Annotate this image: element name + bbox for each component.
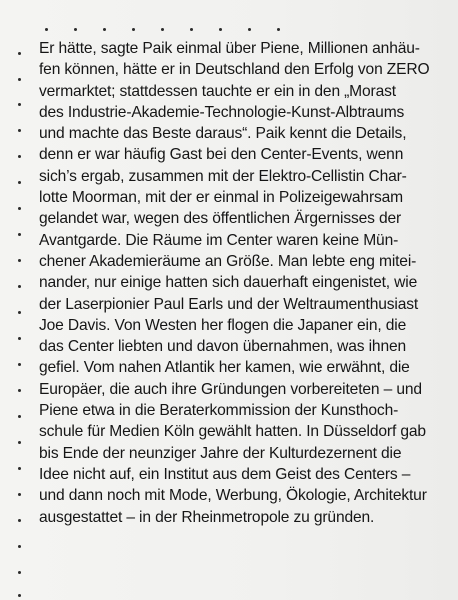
top-dot bbox=[219, 28, 222, 31]
text-line: Avantgarde. Die Räume im Center waren keine Mün- bbox=[39, 231, 399, 249]
text-line: chener Akademieräume an Größe. Man lebte eng mitei- bbox=[39, 252, 417, 270]
text-line: Joe Davis. Von Westen her flogen die Japaner ein, die bbox=[39, 316, 407, 334]
text-line: Piene etwa in die Beraterkommission der Kunsthoch- bbox=[39, 402, 399, 420]
text-line: bis Ende der neunziger Jahre der Kulturdezernent die bbox=[39, 444, 402, 462]
text-line: vermarktet; stattdessen tauchte er ein in den „Morast bbox=[39, 82, 396, 100]
text-line: ausgestattet – in der Rheinmetropole zu gründen. bbox=[39, 508, 375, 526]
margin-dot bbox=[18, 467, 21, 470]
text-line: schule für Medien Köln gewählt hatten. In Düsseldorf gab bbox=[39, 423, 426, 441]
top-dot bbox=[74, 28, 77, 31]
margin-dot bbox=[18, 571, 21, 574]
margin-dot bbox=[18, 233, 21, 236]
margin-dot bbox=[18, 337, 21, 340]
margin-dot bbox=[18, 363, 21, 366]
margin-dot bbox=[18, 129, 21, 132]
margin-dot bbox=[18, 389, 21, 392]
margin-dot bbox=[18, 259, 21, 262]
text-line: fen können, hätte er in Deutschland den Erfolg von ZERO bbox=[39, 61, 430, 79]
text-line: gelandet war, wegen des öffentlichen Ärgernisses der bbox=[39, 210, 402, 228]
body-paragraph bbox=[39, 38, 451, 528]
top-dot bbox=[103, 28, 106, 31]
margin-dot bbox=[18, 545, 21, 548]
top-dot bbox=[190, 28, 193, 31]
margin-dot bbox=[18, 493, 21, 496]
text-line: Er hätte, sagte Paik einmal über Piene, Millionen anhäu- bbox=[39, 40, 420, 57]
margin-dot bbox=[18, 594, 21, 597]
margin-dot bbox=[18, 311, 21, 314]
text-line: lotte Moorman, mit der er einmal in Polizeigewahrsam bbox=[39, 189, 403, 207]
top-dot bbox=[248, 28, 251, 31]
top-dot bbox=[277, 28, 280, 31]
top-dot bbox=[161, 28, 164, 31]
margin-dot bbox=[18, 103, 21, 106]
text-line: und dann noch mit Mode, Werbung, Ökologie, Architektur bbox=[39, 487, 427, 505]
text-line: des Industrie-Akademie-Technologie-Kunst-Albtraums bbox=[39, 103, 405, 121]
margin-dot bbox=[18, 415, 21, 418]
margin-dot bbox=[18, 78, 21, 81]
margin-dot bbox=[18, 519, 21, 522]
text-line: sich’s ergab, zusammen mit der Elektro-Cellistin Char- bbox=[39, 167, 407, 185]
text-line: gefiel. Vom nahen Atlantik her kamen, wie erwähnt, die bbox=[39, 359, 410, 377]
margin-dot bbox=[18, 52, 21, 55]
text-line: das Center liebten und davon übernahmen, was ihnen bbox=[39, 338, 407, 356]
top-dot bbox=[45, 28, 48, 31]
margin-dot bbox=[18, 441, 21, 444]
text-line: Europäer, die auch ihre Gründungen vorbereiteten – und bbox=[39, 380, 422, 398]
text-line: Idee nicht auf, ein Institut aus dem Geist des Centers – bbox=[39, 465, 411, 483]
margin-dot bbox=[18, 181, 21, 184]
text-line: denn er war häufig Gast bei den Center-Events, wenn bbox=[39, 146, 404, 164]
margin-dot bbox=[18, 285, 21, 288]
top-dot bbox=[132, 28, 135, 31]
text-line: und machte das Beste daraus“. Paik kennt die Details, bbox=[39, 125, 407, 143]
margin-dot bbox=[18, 155, 21, 158]
text-line: der Laserpionier Paul Earls und der Weltraumenthusiast bbox=[39, 295, 419, 313]
margin-dot bbox=[18, 207, 21, 210]
text-line: nander, nur einige hatten sich dauerhaft eingenistet, wie bbox=[39, 274, 418, 292]
